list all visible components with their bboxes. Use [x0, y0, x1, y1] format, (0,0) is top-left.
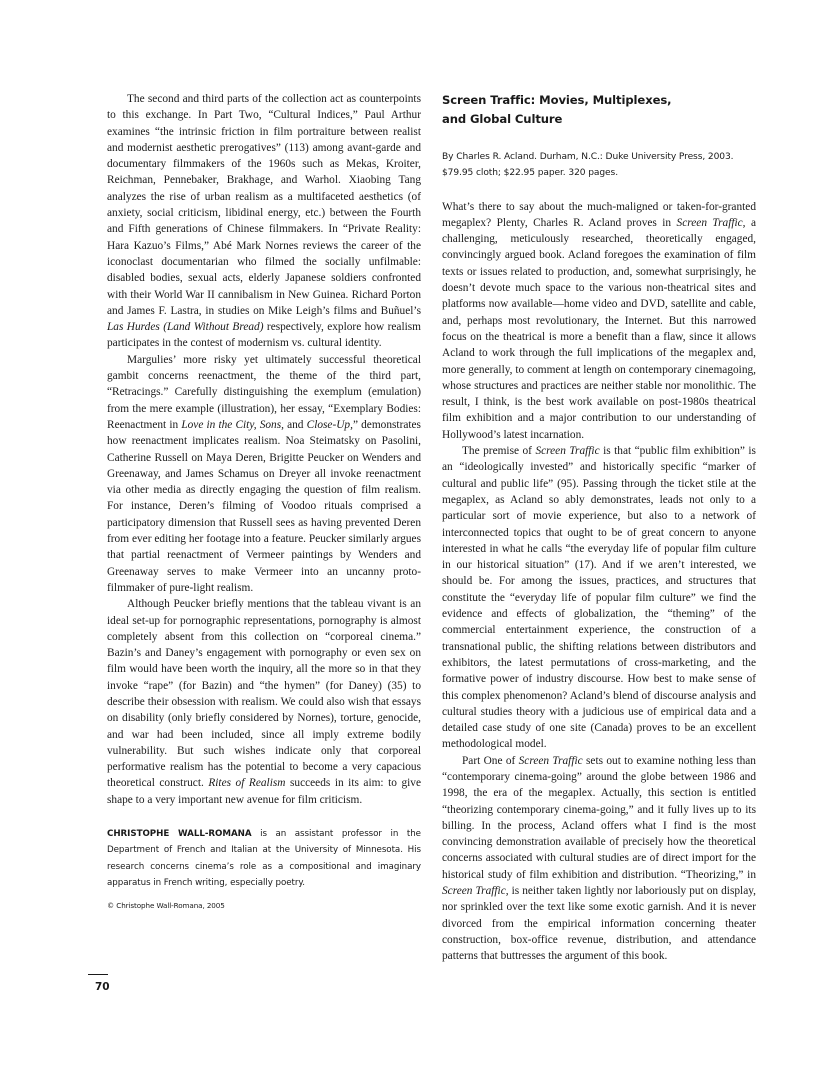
author-name: CHRISTOPHE WALL-ROMANA [107, 829, 252, 840]
paragraph-text: respectively, explore how realism participates in the contest of modernism vs. cultural identity. [107, 321, 421, 350]
left-column-body [107, 91, 421, 808]
review-price-pages: $79.95 cloth; $22.95 paper. 320 pages. [442, 168, 618, 179]
paragraph-text: What’s there to say about the much-maligned or taken-for-granted megaplex? Plenty, Charles R. Acland proves in [442, 200, 756, 229]
paragraph-text: The premise of [462, 445, 536, 458]
right-column [442, 91, 756, 965]
body-paragraph [442, 199, 756, 443]
paragraph-text: sets out to examine nothing less than “contemporary cinema-going” around the globe between 1986 and 1998, the era of the megaplex. Actually, this section is entitled “theorizing contemporary cinema-going,” and it fully lives up to its billing. In the process, Acland offers what I find is the most convincing demonstration available of precisely how the theoretical concerns associated with cultural studies are of direct import for the historical study of film exhibition and distribution. “Theorizing,” in [442, 754, 756, 881]
body-paragraph [107, 596, 421, 808]
body-paragraph [107, 91, 421, 352]
review-title-line-2: and Global Culture [442, 112, 563, 126]
paragraph-text: Part One of [462, 754, 519, 767]
body-paragraph [442, 753, 756, 965]
page-number: 70 [95, 981, 110, 993]
review-title [442, 91, 756, 129]
author-bio-text: is an assistant professor in the Department of French and Italian at the University of Minnesota. His research concerns cinema’s role as a compositional and imaginary apparatus in French writing, especially poetry. [107, 829, 421, 888]
review-byline: By Charles R. Acland. Durham, N.C.: Duke University Press, 2003. [442, 152, 734, 162]
italic-title-text: Las Hurdes (Land Without Bread) [107, 321, 264, 334]
review-bibliographic-info [442, 149, 756, 182]
paragraph-text: Margulies’ more risky yet ultimately successful theoretical gambit concerns reenactment, the theme of the third part, “Retracings.” Carefully distinguishing the exemplum (emulation) from the mere example (illustration), her essay, “Exemplary Bodies: Reenactment in [107, 353, 421, 431]
italic-title-text: Screen Traffic, [442, 885, 509, 898]
paragraph-text: a challenging, meticulously researched, theoretically engaged, convincingly argued book. Acland foregoes the examination of film texts or issues related to production, and, somewhat surprisingly, he doesn’t devote much space to the various non-theatrical sites and platforms now available—home video and DVD, satellite and cable, and, perhaps most revolutionary, the Internet. But this narrowed focus on the theatrical is more a benefit than a flaw, since it allows Acland to work through the full implications of the megaplex and, more generally, to comment at length on contemporary cinemagoing, whose structures and practices are neither stable nor monolithic. The result, I think, is the best work available on post-1980s theatrical film exhibition and a major contribution to our understanding of Hollywood’s latest incarnation. [442, 216, 757, 441]
italic-title-text: Rites of Realism [208, 777, 286, 790]
italic-title-text: Close-Up, [306, 418, 353, 431]
italic-title-text: Screen Traffic, [676, 216, 746, 229]
body-paragraph [442, 443, 756, 753]
copyright-line: © Christophe Wall-Romana, 2005 [107, 901, 225, 911]
italic-title-text: Screen Traffic [535, 445, 600, 458]
left-column [107, 91, 421, 913]
review-title-line-1: Screen Traffic: Movies, Multiplexes, [442, 93, 672, 107]
page-number-rule [88, 974, 108, 975]
paragraph-text: Although Peucker briefly mentions that the tableau vivant is an ideal set-up for pornographic representations, pornography is almost completely absent from this collection on “corporeal cinema.” Bazin’s and Daney’s engagement with pornography or even sex on film would have been worth the inquiry, all the more so in that they invoke “rape” (for Bazin) and “the hymen” (for Daney) (35) to describe their obsession with realism. We could also wish that essays on disability (only briefly considered by Nornes), torture, genocide, and war had been included, since all imply extreme bodily vulnerability. But such wishes indicate only that corporeal performative realism has the potential to become a very capacious theoretical construct. [107, 598, 421, 790]
paragraph-text: is neither taken lightly nor laboriously put on display, nor sprinkled over the text like some exotic garnish. And it is never divorced from the empirical information concerning theater construction, box-office revenue, distribution, and attendance patterns that buttresses the argument of this book. [442, 885, 757, 963]
review-body [442, 199, 756, 965]
paragraph-text: is that “public film exhibition” is an “ideologically invested” and historically specific “marker of cultural and public life” (95). Passing through the ticket stile at the megaplex, as Acland so ably demonstrates, leads not only to a particular sort of movie experience, but also to a network of interconnected topics that ought to be of great concern to anyone interested in what he calls “the everyday life of popular film culture in our historical situation” (17). And if we aren’t interested, we should be. For among the issues, practices, and structures that constitute the “everyday life of popular film culture” we find the evidence and effects of globalization, the “theming” of the commercial entertainment experience, the construction of a transnational public, the shifting relations between distributors and exhibitors, the latest permutations of cross-marketing, and the formative power of industry discourse. How best to make sense of this complex phenomenon? Acland’s blend of discourse analysis and cultural studies theory with a judicious use of empirical data and a detailed case study of one site (Canada) proves to be an excellent methodological model. [442, 445, 756, 751]
paragraph-text: and [283, 418, 307, 431]
author-bio [107, 826, 421, 891]
body-paragraph [107, 352, 421, 596]
paragraph-text: ” demonstrates how reenactment implicates realism. Noa Steimatsky on Pasolini, Catherine Russell on Maya Deren, Brigitte Peucker on Wenders and Greenaway, and James Schamus on Dreyer all invoke reenactment via other media as directly engaging the question of film realism. For instance, Deren’s filming of Voodoo rituals comprised a participatory dimension that Russell sees as having prevented Deren from ever editing her footage into a feature. Peucker similarly argues that partial reenactment of Vermeer paintings by Wenders and Greenaway serves to make Vermeer into an uncanny proto-filmmaker of pure-light realism. [107, 418, 421, 594]
paragraph-text: The second and third parts of the collection act as counterpoints to this exchange. In Part Two, “Cultural Indices,” Paul Arthur examines “the intrinsic friction in film portraiture between realist and modernist aesthetic prerogatives” (113) among avant-garde and documentary filmmakers of the 1960s such as Mekas, Kroiter, Reichman, Pennebaker, Brakhage, and Warhol. Xiaobing Tang analyzes the rise of urban realism as a multifaceted aesthetics (of anxiety, social criticism, libidinal energy, etc.) between the Fourth and Fifth generations of Chinese filmmakers. In “Private Reality: Hara Kazuo’s Films,” Abé Mark Nornes reviews the career of the iconoclast documentarian who filmed the socially unfilmable: disabled bodies, sexual acts, elderly Japanese soldiers confronted with their World War II cannibalism in New Guinea. Richard Porton and James F. Lastra, in studies on Mike Leigh’s films and Buñuel’s [107, 93, 421, 317]
paragraph-text: succeeds in its aim: to give shape to a very important new avenue for film criticism. [107, 777, 421, 806]
italic-title-text: Love in the City, Sons, [181, 418, 284, 431]
italic-title-text: Screen Traffic [518, 754, 583, 767]
